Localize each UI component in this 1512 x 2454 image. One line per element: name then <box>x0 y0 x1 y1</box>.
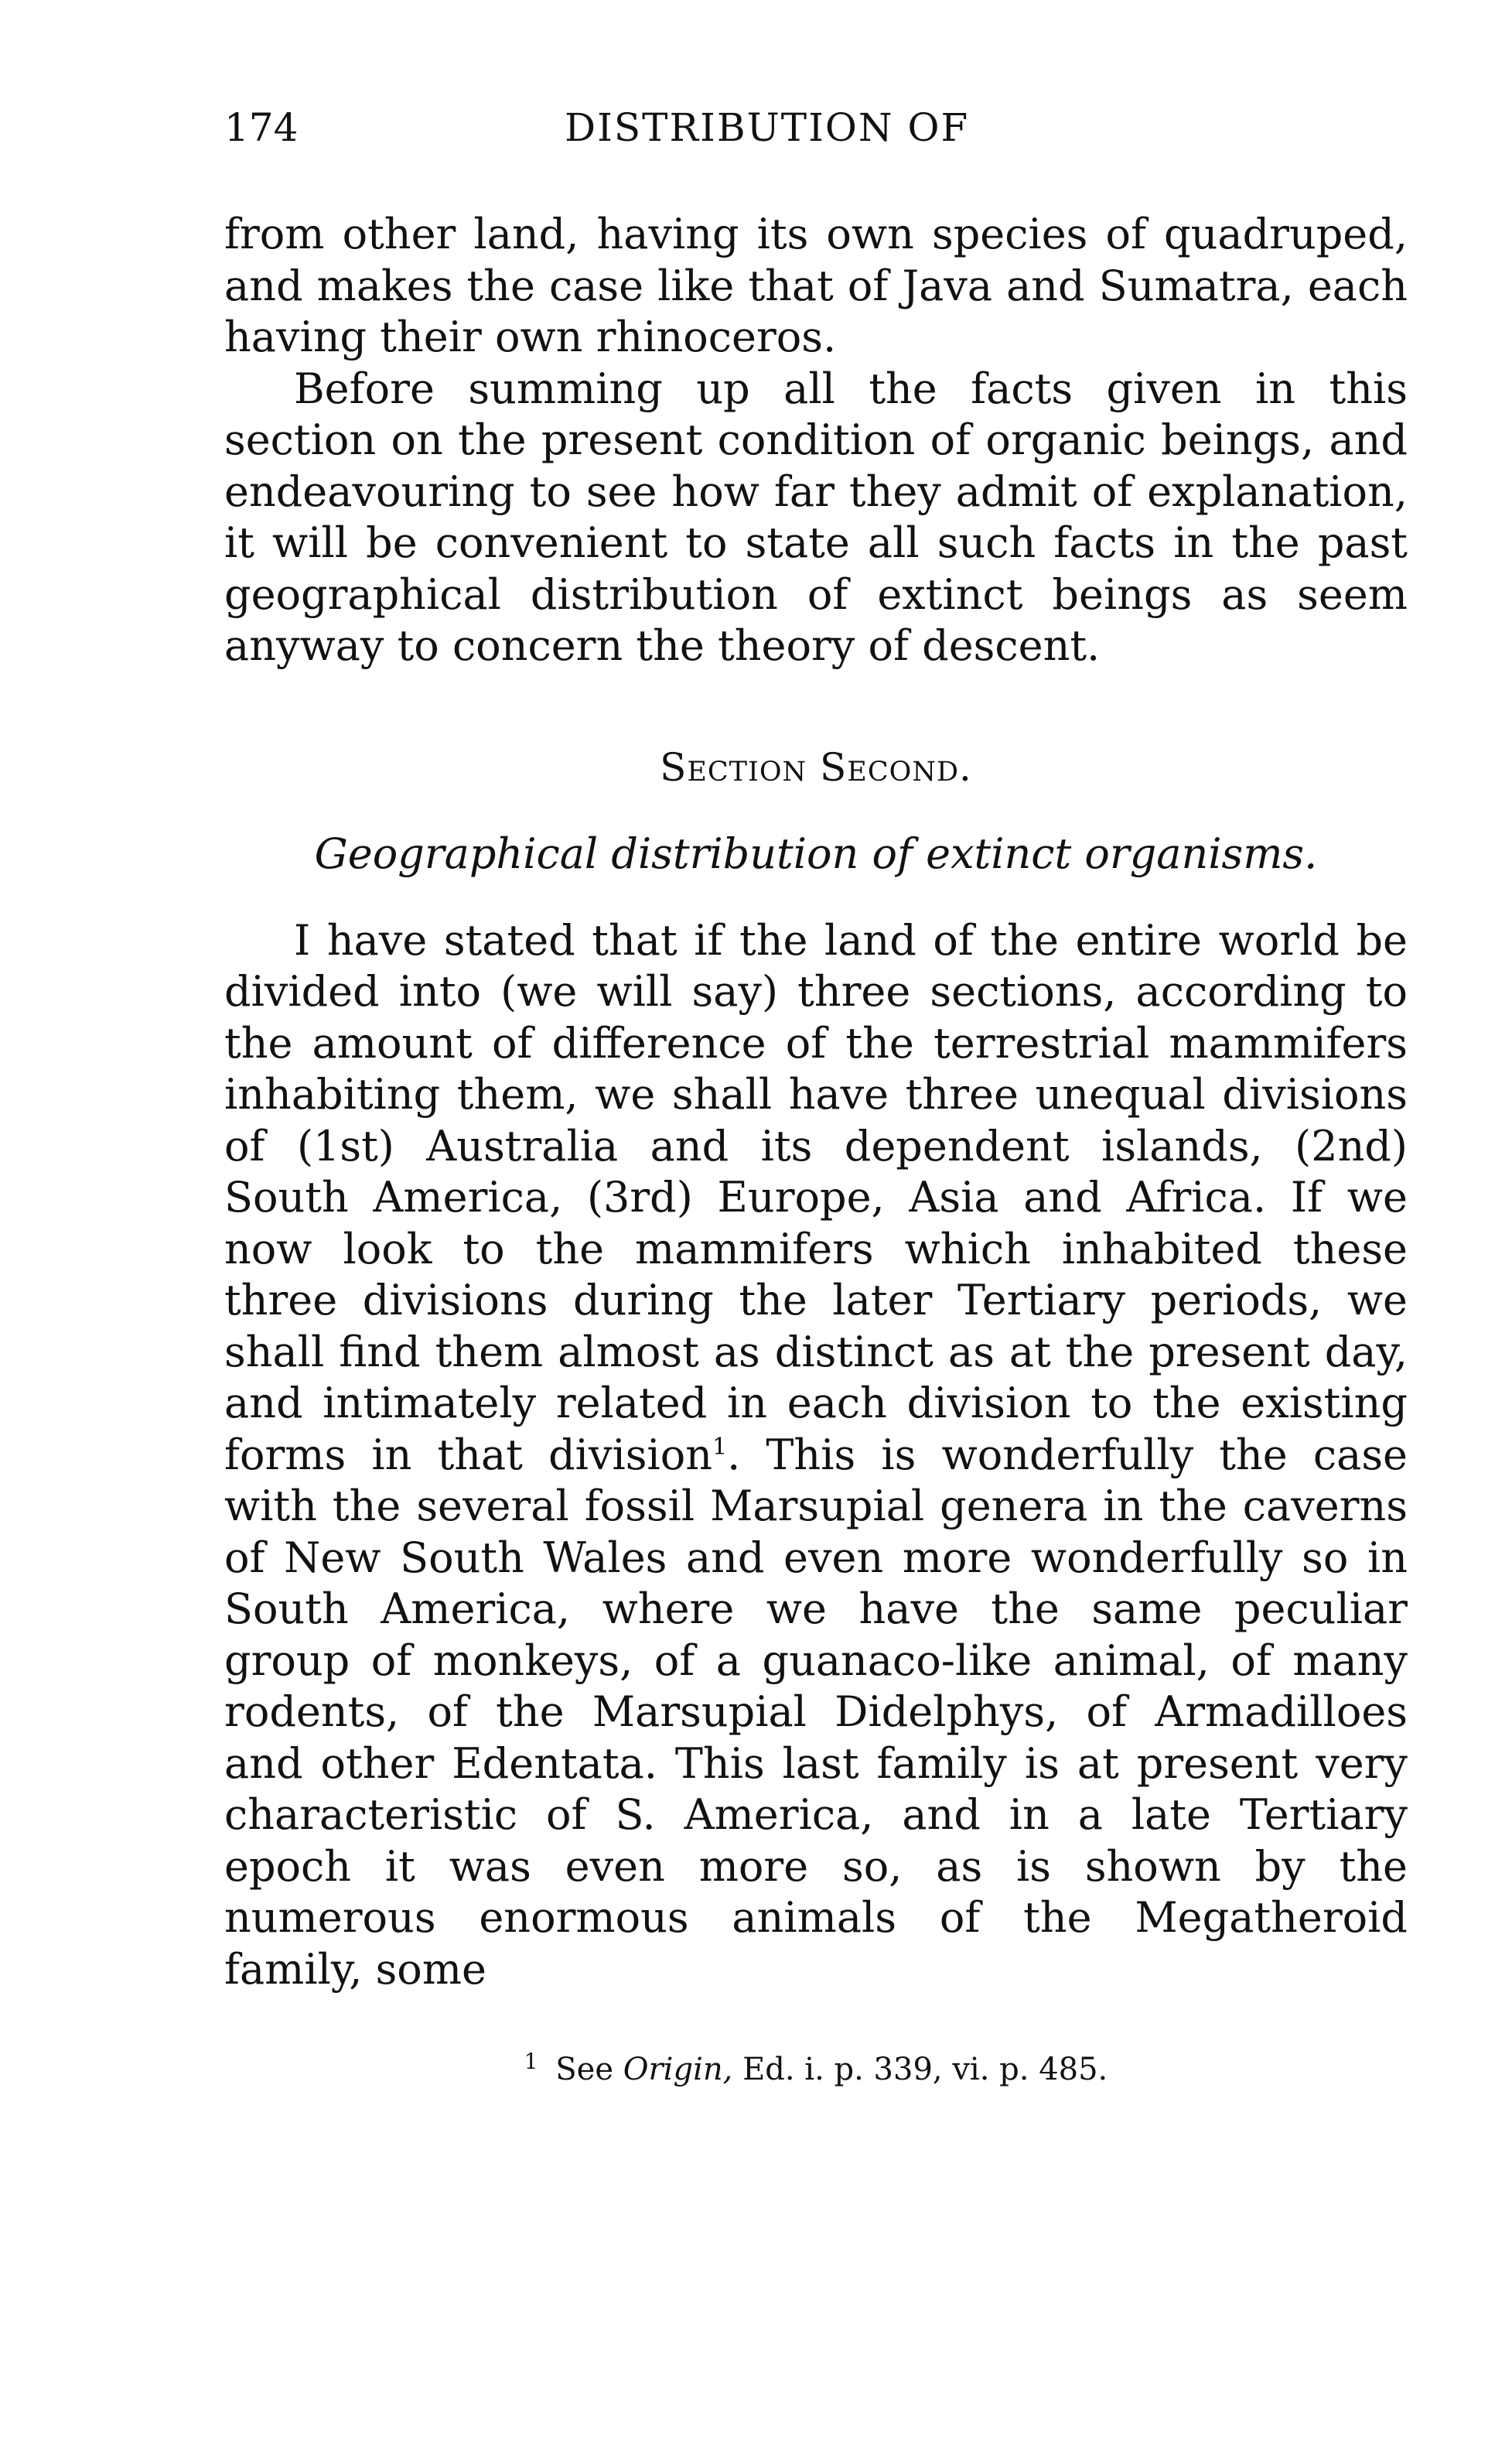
footnote-reference: Ed. i. p. 339, vi. p. 485. <box>742 2052 1108 2087</box>
paragraph-main-text-before-note: I have stated that if the land of the entire world be divided into (we will say) three sections, according to the amount of difference of the terrestrial mammifers inhabiting them, we shall have three unequal divisions of (1st) Australia and its dependent islands, (2nd) South America, (3rd) Europe, Asia and Africa. If we now look to the mammifers which inhabited these three divisions during the later Tertiary periods, we shall find them almost as distinct as at the present day, and intimately related in each division to the existing forms in that division <box>224 915 1408 1479</box>
footnote-see: See <box>555 2052 614 2087</box>
section-title: Section Second. <box>660 744 972 790</box>
paragraph-main-text-after-note: . This is wonderfully the case with the several fossil Marsupial genera in the caverns of New South Wales and even more wonderfully so in South America, where we have the same peculiar group of monkeys, of a guanaco-like animal, of many rodents, of the Marsupial Didelphys, of Armadilloes and other Edentata. This last family is at present very characteristic of S. America, and in a late Tertiary epoch it was even more so, as is shown by the numerous enormous animals of the Megatheroid family, some <box>224 1430 1408 1994</box>
paragraph-summing-up: Before summing up all the facts given in this section on the present condition of organic beings, and endeavouring to see how far they admit of explanation, it will be convenient to state all such facts in the past geographical distribution of extinct beings as seem anyway to concern the theory of descent. <box>224 364 1408 670</box>
footnote-reference-marker: 1 <box>712 1433 728 1461</box>
running-head: DISTRIBUTION OF <box>565 105 970 150</box>
book-page <box>224 93 1408 2090</box>
paragraph-continuation: from other land, having its own species of quadruped, and makes the case like that of Java and Sumatra, each having their own rhinoceros. <box>224 210 1408 361</box>
section-subtitle: Geographical distribution of extinct organisms. <box>314 829 1318 878</box>
paragraph-main <box>224 915 1408 1996</box>
footnote-work-title: Origin, <box>623 2052 733 2087</box>
footnote <box>224 2049 1408 2090</box>
page-header <box>224 93 1408 162</box>
page-number: 174 <box>224 105 299 150</box>
footnote-number: 1 <box>524 2048 538 2074</box>
